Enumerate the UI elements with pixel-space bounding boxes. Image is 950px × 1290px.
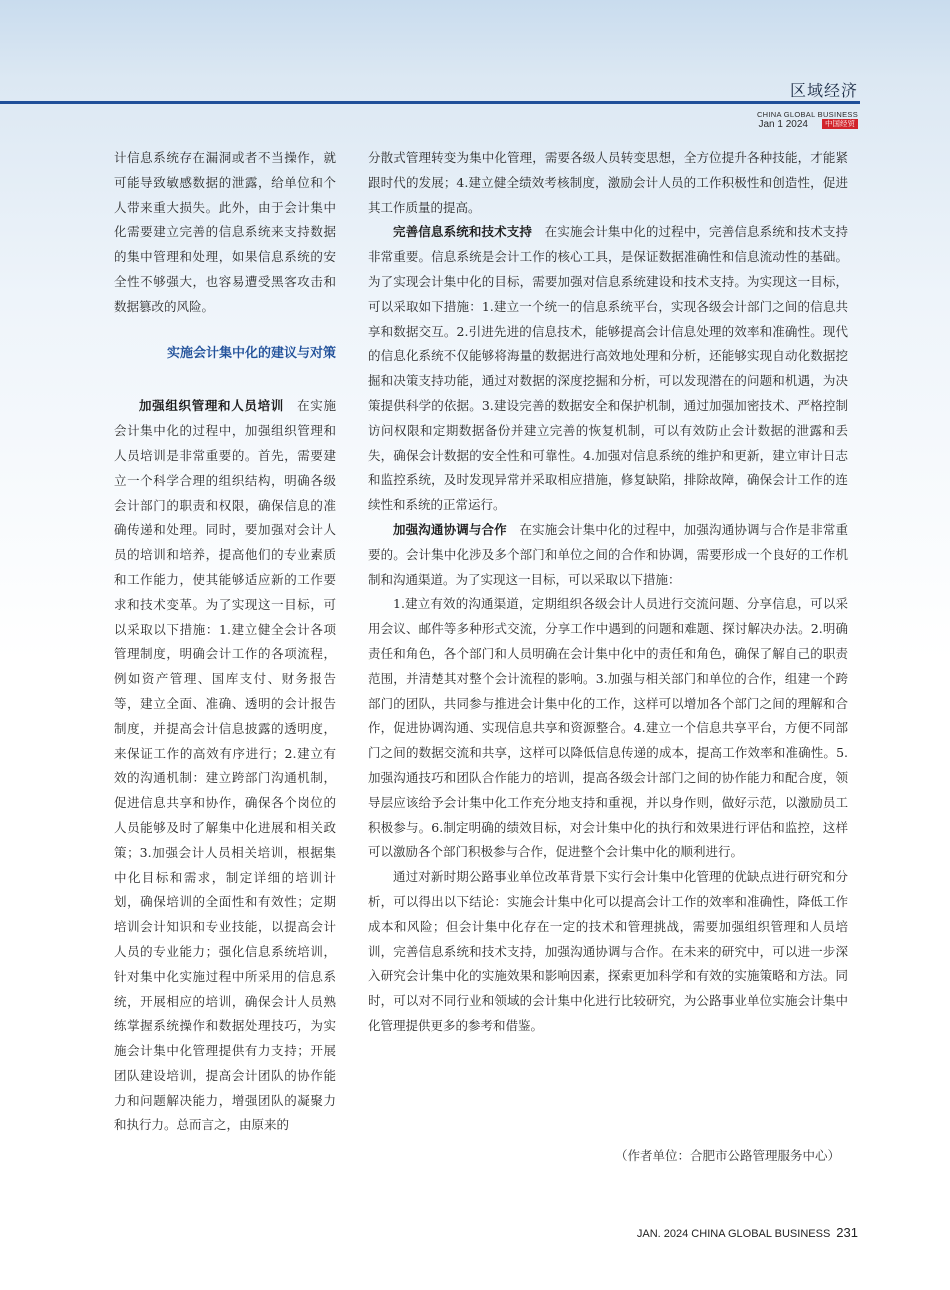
- page-number: 231: [836, 1225, 858, 1240]
- subheading-info-system: 完善信息系统和技术支持: [393, 224, 533, 240]
- masthead: [757, 110, 858, 131]
- issue-date-row: [757, 119, 858, 131]
- left-paragraph-2-body: 在实施会计集中化的过程中，加强组织管理和人员培训是非常重要的。首先，需要建立一个科学合理的组织结构，明确各级会计部门的职责和权限，确保信息的准确传递和处理。同时，要加强对会计人员的培训和培养，提高他们的专业素质和工作能力，使其能够适应新的工作要求和技术变革。为了实现这一目标，可以采取以下措施：1.建立健全会计各项管理制度，明确会计工作的各项流程，例如资产管理、国库支付、财务报告等，建立全面、准确、透明的会计报告制度，并提高会计信息披露的透明度，来保证工作的高效有序进行；2.建立有效的沟通机制：建立跨部门沟通机制，促进信息共享和协作，确保各个岗位的人员能够及时了解集中化进展和相关政策；3.加强会计人员相关培训，根据集中化目标和需求，制定详细的培训计划，确保培训的全面性和有效性；定期培训会计知识和专业技能，以提高会计人员的专业能力；强化信息系统培训，针对集中化实施过程中所采用的信息系统，开展相应的培训，确保会计人员熟练掌握系统操作和数据处理技巧，为实施会计集中化管理提供有力支持；开展团队建设培训，提高会计团队的协作能力和问题解决能力，增强团队的凝聚力和执行力。总而言之，由原来的: [114, 398, 336, 1133]
- left-paragraph-1: 计信息系统存在漏洞或者不当操作，就可能导致敏感数据的泄露，给单位和个人带来重大损失。此外，由于会计集中化需要建立完善的信息系统来支持数据的集中管理和处理，如果信息系统的安全性不够强大，也容易遭受黑客攻击和数据篡改的风险。: [114, 150, 336, 314]
- left-paragraph-2: [114, 394, 336, 1138]
- author-affiliation: （作者单位：合肥市公路管理服务中心）: [614, 1148, 840, 1163]
- right-paragraph-3: [368, 518, 848, 592]
- subheading-communication: 加强沟通协调与合作: [393, 521, 507, 537]
- right-paragraph-3-body: 在实施会计集中化的过程中，加强沟通协调与合作是非常重要的。会计集中化涉及多个部门和单位之间的合作和协调，需要形成一个良好的工作机制和沟通渠道。为了实现这一目标，可以采取以下措施：: [368, 521, 848, 587]
- section-heading: 实施会计集中化的建议与对策: [166, 345, 336, 361]
- header-rule: [0, 101, 860, 104]
- right-paragraph-5: 通过对新时期公路事业单位改革背景下实行会计集中化管理的优缺点进行研究和分析，可以得出以下结论：实施会计集中化可以提高会计工作的效率和准确性，降低工作成本和风险；但会计集中化存在一定的技术和管理挑战，需要加强组织管理和人员培训，完善信息系统和技术支持，加强沟通协调与合作。在未来的研究中，可以进一步深入研究会计集中化的实施效果和影响因素，探索更加科学和有效的实施策略和方法。同时，可以对不同行业和领域的会计集中化进行比较研究，为公路事业单位实施会计集中化管理提供更多的参考和借鉴。: [368, 869, 848, 1033]
- magazine-name: CHINA GLOBAL BUSINESS: [756, 110, 858, 119]
- issue-date: Jan 1 2024: [758, 119, 808, 130]
- page-footer: [637, 1225, 858, 1240]
- right-paragraph-1: 分散式管理转变为集中化管理，需要各级人员转变思想，全方位提升各种技能，才能紧跟时代的发展；4.建立健全绩效考核制度，激励会计人员的工作积极性和创造性，促进其工作质量的提高。: [368, 150, 848, 215]
- right-paragraph-4: 1.建立有效的沟通渠道，定期组织各级会计人员进行交流问题、分享信息，可以采用会议、邮件等多种形式交流，分享工作中遇到的问题和难题、探讨解决办法。2.明确责任和角色，各个部门和人员明确在会计集中化中的责任和角色，确保了解自己的职责范围，并清楚其对整个会计流程的影响。3.加强与相关部门和单位的合作，组建一个跨部门的团队，共同参与推进会计集中化的工作，这样可以增加各个部门之间的理解和合作，促进协调沟通、实现信息共享和资源整合。4.建立一个信息共享平台，方便不同部门之间的数据交流和共享，这样可以降低信息传递的成本，提高工作效率和准确性。5.加强沟通技巧和团队合作能力的培训，提高各级会计部门之间的协作能力和配合度，领导层应该给予会计集中化工作充分地支持和重视，并以身作则，做好示范，以激励员工积极参与。6.制定明确的绩效目标，对会计集中化的执行和效果进行评估和监控，这样可以激励各个部门积极参与合作，促进整个会计集中化的顺利进行。: [368, 596, 848, 860]
- right-paragraph-2: [368, 220, 848, 518]
- right-column: [368, 146, 848, 1039]
- footer-text: JAN. 2024 CHINA GLOBAL BUSINESS: [636, 1228, 831, 1240]
- subheading-org-training: 加强组织管理和人员培训: [139, 398, 284, 414]
- section-title: 区域经济: [789, 81, 858, 100]
- right-paragraph-2-body: 在实施会计集中化的过程中，完善信息系统和技术支持非常重要。信息系统是会计工作的核心工具，是保证数据准确性和信息流动性的基础。为了实现会计集中化的目标，需要加强对信息系统建设和技术支持。为实现这一目标，可以采取如下措施：1.建立一个统一的信息系统平台，实现各级会计部门之间的信息共享和数据交互。2.引进先进的信息技术，能够提高会计信息处理的效率和准确性。现代的信息化系统不仅能够将海量的数据进行高效地处理和分析，还能够实现自动化数据挖掘和决策支持功能，通过对数据的深度挖掘和分析，可以发现潜在的问题和机遇，为决策提供科学的依据。3.建设完善的数据安全和保护机制，通过加强加密技术、严格控制访问权限和定期数据备份并建立完善的恢复机制，可以有效防止会计数据的泄露和丢失，确保会计数据的安全性和可靠性。4.加强对信息系统的维护和更新，建立审计日志和监控系统，及时发现异常并采取相应措施，修复缺陷，排除故障，确保会计工作的连续性和系统的正常运行。: [368, 224, 848, 513]
- publisher-badge: 中国经贸: [822, 119, 858, 129]
- left-column: [114, 146, 336, 1138]
